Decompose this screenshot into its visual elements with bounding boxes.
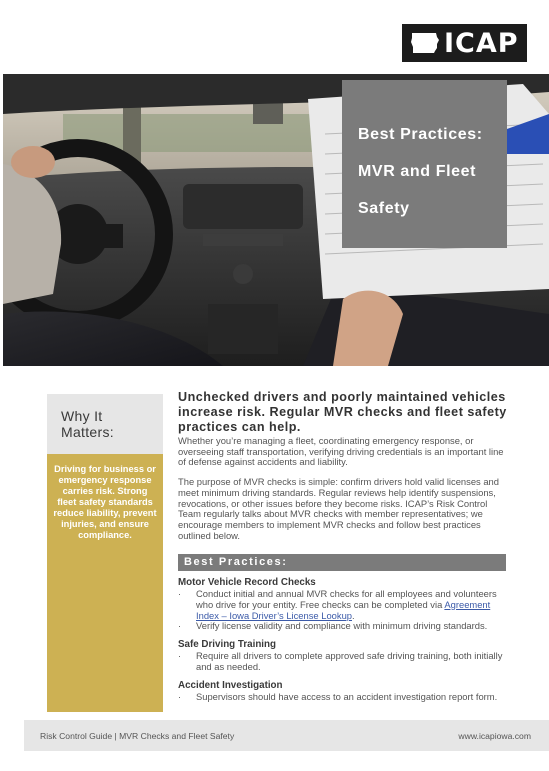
icap-logo	[402, 24, 527, 62]
best-practices-sections	[178, 577, 508, 703]
bullet-dot: ·	[178, 588, 182, 599]
list-item	[178, 692, 508, 703]
footer-title: Risk Control Guide | MVR Checks and Fleet Safety	[40, 730, 235, 741]
bullet-dot: ·	[178, 690, 182, 702]
bullet-text: Require all drivers to complete approved safe driving training, both initially and as needed.	[196, 650, 503, 672]
headline: Unchecked drivers and poorly maintained vehicles increase risk. Regular MVR checks and fleet safety practices can help.	[178, 390, 507, 434]
why-heading-line-2: Matters:	[61, 424, 114, 440]
why-body-box	[47, 454, 163, 712]
intro-paragraph-2: The purpose of MVR checks is simple: confirm drivers hold valid licenses and meet minimum driving standards. Regular reviews help identify suspensions, revocations, or other issues before they become risks. ICAP’s Risk Control Team regularly talks about MVR checks with member representatives; we encourage members to implement MVR checks and follow best practices outlined below.	[178, 476, 499, 541]
why-body-text: Driving for business or emergency response carries risk. Strong fleet safety standards reduce liability, prevent injuries, and ensure compliance.	[53, 464, 157, 540]
iowa-state-icon	[410, 30, 440, 56]
footer	[24, 720, 549, 751]
best-practices-heading: Best Practices:	[178, 554, 506, 571]
title-line-2: MVR and Fleet	[358, 163, 477, 180]
logo-text: ICAP	[444, 27, 519, 59]
footer-website[interactable]: www.icapiowa.com	[458, 730, 531, 741]
agreement-index-link[interactable]: Agreement Index – Iowa Driver’s License Lookup	[196, 598, 491, 621]
why-heading-line-1: Why It	[61, 408, 103, 424]
title-line-3: Safety	[358, 200, 410, 217]
bullet-text: Verify license validity and compliance with minimum driving standards.	[196, 620, 488, 632]
bullet-dot: ·	[178, 650, 182, 662]
main-content	[178, 390, 508, 541]
list-item	[178, 621, 508, 632]
list-item	[178, 589, 508, 621]
section-title-mvr: Motor Vehicle Record Checks	[178, 577, 316, 588]
bullet-text: Conduct initial and annual MVR checks for all employees and volunteers who drive for your entity. Free checks can be completed via	[196, 588, 497, 610]
intro-paragraph-1: Whether you’re managing a fleet, coordinating emergency response, or overseeing staff transportation, verifying driving credentials is an important line of defense against accidents and liability.	[178, 435, 504, 468]
bullet-text: Supervisors should have access to an accident investigation report form.	[196, 690, 498, 702]
title-panel	[342, 80, 507, 248]
why-it-matters-panel	[47, 394, 163, 712]
section-title-training: Safe Driving Training	[178, 639, 276, 651]
bullet-dot: ·	[178, 620, 182, 632]
why-heading-box	[47, 394, 163, 454]
title-line-1: Best Practices:	[358, 126, 483, 143]
section-title-accident: Accident Investigation	[178, 679, 283, 691]
list-item	[178, 651, 508, 673]
bullet-text-end: .	[352, 609, 355, 621]
